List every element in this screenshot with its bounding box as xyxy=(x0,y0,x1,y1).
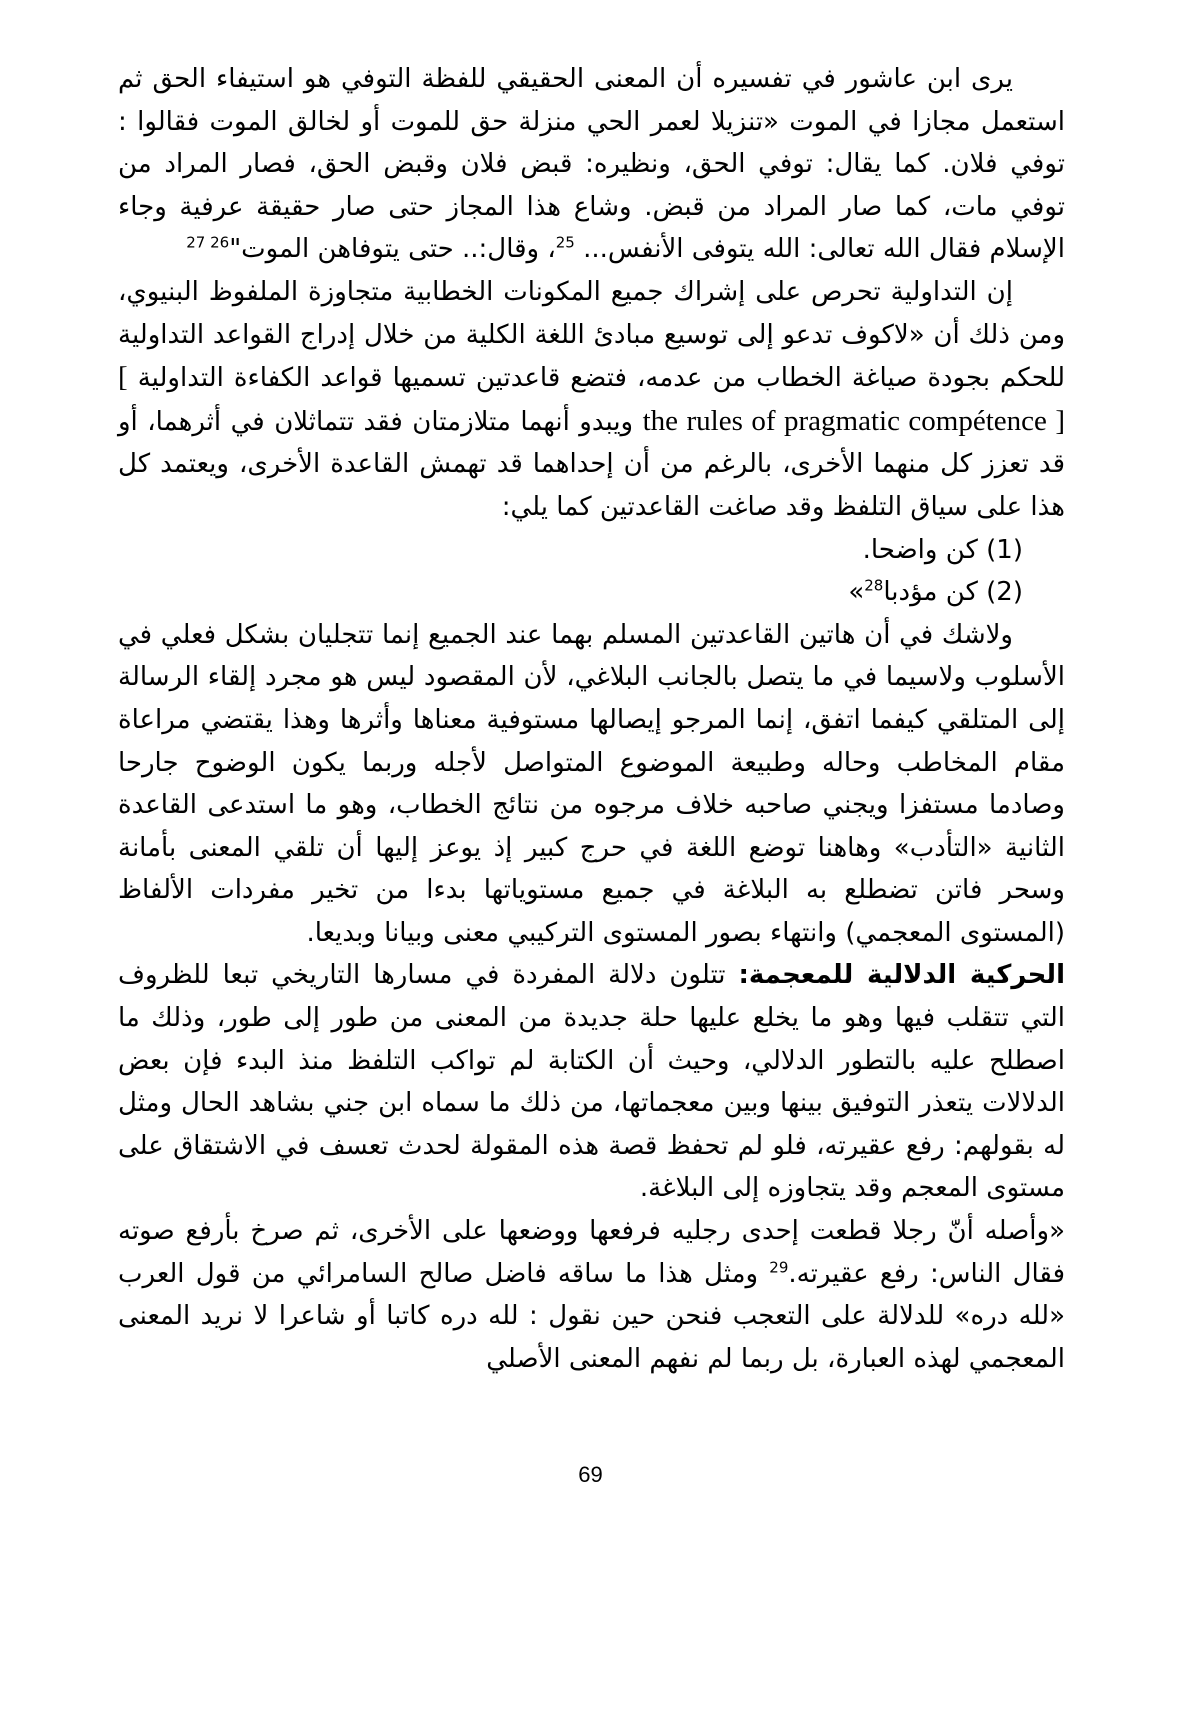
paragraph-text: «وأصله أنّ رجلا قطعت إحدى رجليه فرفعها ووضعها على الأخرى، ثم صرخ بأرفع صوته فقال الناس: رفع عقيرته. xyxy=(118,1216,1066,1289)
list-item-text: (1) كن واضحا. xyxy=(862,534,1023,565)
section-heading: الحركية الدلالية للمعجمة: xyxy=(738,960,1065,991)
paragraph-text: تتلون دلالة المفردة في مسارها التاريخي تبعا للظروف التي تتقلب فيها وهو ما يخلع عليها حلة جديدة من المعنى من طور إلى طور، وذلك ما اصطلح عليه بالتطور الدلالي، وحيث أن الكتابة لم تواكب التلفظ منذ البدء فإن بعض الدلالات يتعذر التوفيق بينها وبين معجماتها، من ذلك ما سماه ابن جني بشاهد الحال ومثل له بقولهم: رفع عقيرته، فلو لم تحفظ قصة هذه المقولة لحدث تعسف في الاشتقاق على مستوى المعجم وقد يتجاوزه إلى البلاغة. xyxy=(118,960,1065,1204)
page-number: 69 xyxy=(578,1462,603,1487)
footnote-ref[interactable]: 25 xyxy=(555,233,575,252)
paragraph-text: يرى ابن عاشور في تفسيره أن المعنى الحقيقي للفظة التوفي هو استيفاء الحق ثم استعمل مجازا في الموت «تنزيلا لعمر الحي منزلة حق للموت أو لخالق الموت فقالوا : توفي فلان. كما يقال: توفي الحق، ونظيره: قبض فلان وقبض الحق، فصار المراد من توفي مات، كما صار المراد من قبض. وشاع هذا المجاز حتى صار حقيقة عرفية وجاء الإسلام فقال الله تعالى: الله يتوفى الأنفس... xyxy=(118,64,1065,265)
body-text xyxy=(118,58,1065,1380)
quote-close: » xyxy=(848,577,865,608)
paragraph-pragmatics xyxy=(118,271,1065,529)
latin-term: [ the rules of pragmatic compétence ] xyxy=(118,361,1066,437)
list-item xyxy=(118,571,1065,614)
paragraph-semantic-dynamics xyxy=(118,954,1065,1210)
footnote-ref[interactable]: 28 xyxy=(864,576,884,595)
paragraph-text: ومثل هذا ما ساقه فاضل صالح السامرائي من قول العرب «لله دره» للدلالة على التعجب فنحن حين نقول : لله دره كاتبا أو شاعرا لا نريد المعنى المعجمي لهذه العبارة، بل ربما لم نفهم المعنى الأصلي xyxy=(118,1258,1065,1374)
paragraph-style xyxy=(118,614,1065,955)
paragraph-text: ولاشك في أن هاتين القاعدتين المسلم بهما عند الجميع إنما تتجليان بشكل فعلي في الأسلوب ولاسيما في ما يتصل بالجانب البلاغي، لأن المقصود ليس هو مجرد إلقاء الرسالة إلى المتلقي كيفما اتفق، إنما المرجو إيصالها مستوفية معناها وأثرها وهذا يقتضي مراعاة مقام المخاطب وحاله وطبيعة الموضوع المتواصل لأجله وربما يكون الوضوح جارحا وصادما مستفزا ويجني صاحبه خلاف مرجوه من نتائج الخطاب، وهو ما استدعى القاعدة الثانية «التأدب» وهاهنا توضع اللغة في حرج كبير إذ يوعز إليها أن تلقي المعنى بأمانة وسحر فاتن تضطلع به البلاغة في جميع مستوياتها بدءا من تخير مفردات الألفاظ (المستوى المعجمي) وانتهاء بصور المستوى التركيبي معنى وبيانا وبديعا. xyxy=(118,619,1065,948)
paragraph-text: إن التداولية تحرص على إشراك جميع المكونات الخطابية متجاوزة الملفوظ البنيوي، ومن ذلك أن «لاكوف تدعو إلى توسيع مبادئ اللغة الكلية من خلال إدراج القواعد التداولية للحكم بجودة صياغة الخطاب من عدمه، فتضع قاعدتين تسميها قواعد الكفاءة التداولية xyxy=(118,276,1066,394)
paragraph-quote xyxy=(118,1210,1065,1380)
footnote-ref[interactable]: 29 xyxy=(769,1257,789,1276)
list-item-text: (2) كن مؤدبا xyxy=(883,577,1023,608)
paragraph-text: ، وقال:.. حتى يتوفاهن الموت" xyxy=(229,234,556,265)
paragraph-ibn-ashur xyxy=(118,58,1065,271)
paragraph-text: ويبدو أنهما متلازمتان فقد تتماثلان في أثرهما، أو قد تعزز كل منهما الأخرى، بالرغم من أن إحداهما قد تهمش القاعدة الأخرى، ويعتمد كل هذا على سياق التلفظ وقد صاغت القاعدتين كما يلي: xyxy=(118,406,1065,522)
list-item xyxy=(118,529,1065,572)
footnote-ref[interactable]: 26 27 xyxy=(186,233,230,252)
